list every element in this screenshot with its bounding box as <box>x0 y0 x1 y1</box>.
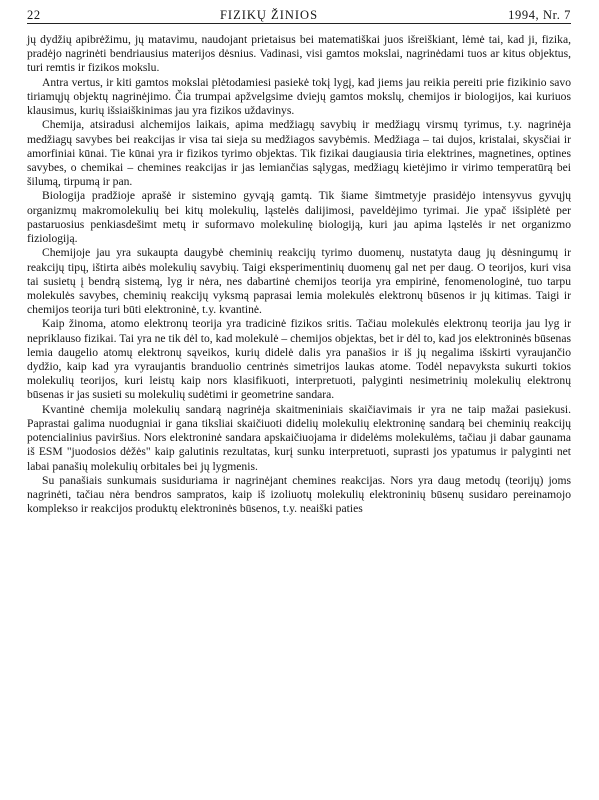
paragraph-1: jų dydžių apibrėžimu, jų matavimu, naudojant prietaisus bei matematiškai juos išreiškiant, lėmė tai, kad ji, fizika, pradėjo nagrinėti bendriausius materijos dėsnius. Vadinasi, visi gamtos mokslai, nagrinėdami tuos ar kitus objektus, turi remtis ir fizikos mokslu. <box>27 33 571 75</box>
paragraph-5: Chemijoje jau yra sukaupta daugybė cheminių reakcijų tyrimo duomenų, nustatyta daug jų dėsningumų ir reakcijų tipų, ištirta aibės molekulių savybių. Taigi eksperimentinių duomenų gal net per daug. O teorijos, kuri visa tai susietų į bendrą sistemą, lyg ir nėra, nes dabartinė chemijos teorija yra empirinė, fenomenologinė, tuo tarpu molekulės savybes, cheminių reakcijų vyksmą paprasai lemia molekulės elektronų būsenos ir jų kitimas. Taigi ir chemijos teorija turi būti elektroninė, t.y. kvantinė. <box>27 246 571 317</box>
page-number: 22 <box>27 8 41 22</box>
running-header <box>27 8 571 24</box>
paragraph-2: Antra vertus, ir kiti gamtos mokslai plėtodamiesi pasiekė tokį lygį, kad jiems jau reikia pereiti prie fizikinio savo tiriamųjų objektų nagrinėjimo. Čia trumpai apžvelgsime dviejų gamtos mokslų, chemijos ir biologijos, kai kuriuos klausimus, kurių išsiaiškinimas jau yra fizikos uždavinys. <box>27 75 571 118</box>
article-body <box>27 33 571 516</box>
paragraph-3: Chemija, atsiradusi alchemijos laikais, apima medžiagų savybių ir medžiagų virsmų tyrimus, t.y. nagrinėja medžiagų savybes bei reakcijas ir visa tai sieja su medžiagos savybėmis. Medžiaga – tai dujos, kristalai, skysčiai ir amorfiniai kūnai. Tie kūnai yra ir fizikos tyrimo objektas. Tik fizikai daugiausia tiria elektrines, magnetines, optines savybes, o chemikai – chemines reakcijas ir jas lemiančias sąlygas, medžiagų kietėjimo ir virimo temperatūrą bei šilumą, tirpumą ir pan. <box>27 118 571 189</box>
paragraph-4: Biologija pradžioje aprašė ir sistemino gyvąją gamtą. Tik šiame šimtmetyje prasidėjo intensyvus gyvųjų organizmų makromolekulių bei kitų molekulių, ląstelės dalijimosi, paveldėjimo tyrimai. Jie ypač išsiplėtė per pastaruosius penkiasdešimt metų ir suformavo molekulinę biologiją, kuri jau apima ląstelės ir net organizmo fiziologiją. <box>27 189 571 246</box>
paragraph-7: Kvantinė chemija molekulių sandarą nagrinėja skaitmeniniais skaičiavimais ir yra ne taip mažai pasiekusi. Paprastai galima nuodugniai ir gana tiksliai skaičiuoti didelių molekulių elektroninę sandarą bei cheminių reakcijų potencialinius paviršius. Nors elektroninė sandara apskaičiuojama ir didelėms molekulėms, tačiau ji dabar gaunama iš ESM "juodosios dėžės" kaip galutinis rezultatas, kurį sunku interpretuoti, suprasti jos ypatumus ir palyginti net labai panašių molekulių orbitales bei jų lygmenis. <box>27 402 571 473</box>
issue-info: 1994, Nr. 7 <box>508 8 571 22</box>
paragraph-6: Kaip žinoma, atomo elektronų teorija yra tradicinė fizikos sritis. Tačiau molekulės elektronų teorija jau lyg ir nepriklauso fizikai. Tai yra ne tik dėl to, kad molekulė – chemijos objektas, bet ir dėl to, kad jos elektroninės būsenas lemia daugelio atomų elektronų sąveikos, kurių didelė dalis yra panašios ir iš jų negalima išskirti vyraujančio dydžio, kaip kad yra vyraujantis branduolio centrinės simetrijos laukas atome. Todėl nepavyksta sukurti tokios molekulių teorijos, kuri leistų kaip nors klasifikuoti, interpretuoti, palyginti nesimetrinių molekulių elektronų būsenas ir jas susieti su molekulių sudėtimi ir geometrine sandara. <box>27 317 571 402</box>
journal-title: FIZIKŲ ŽINIOS <box>219 8 319 22</box>
paragraph-8: Su panašiais sunkumais susiduriama ir nagrinėjant chemines reakcijas. Nors yra daug metodų (teorijų) joms nagrinėti, tačiau nėra bendros sampratos, kaip iš izoliuotų molekulių elektroninių būsenų susidaro pereinamojo komplekso ir reakcijos produktų elektroninės būsenos, t.y. neaiški paties <box>27 473 571 516</box>
